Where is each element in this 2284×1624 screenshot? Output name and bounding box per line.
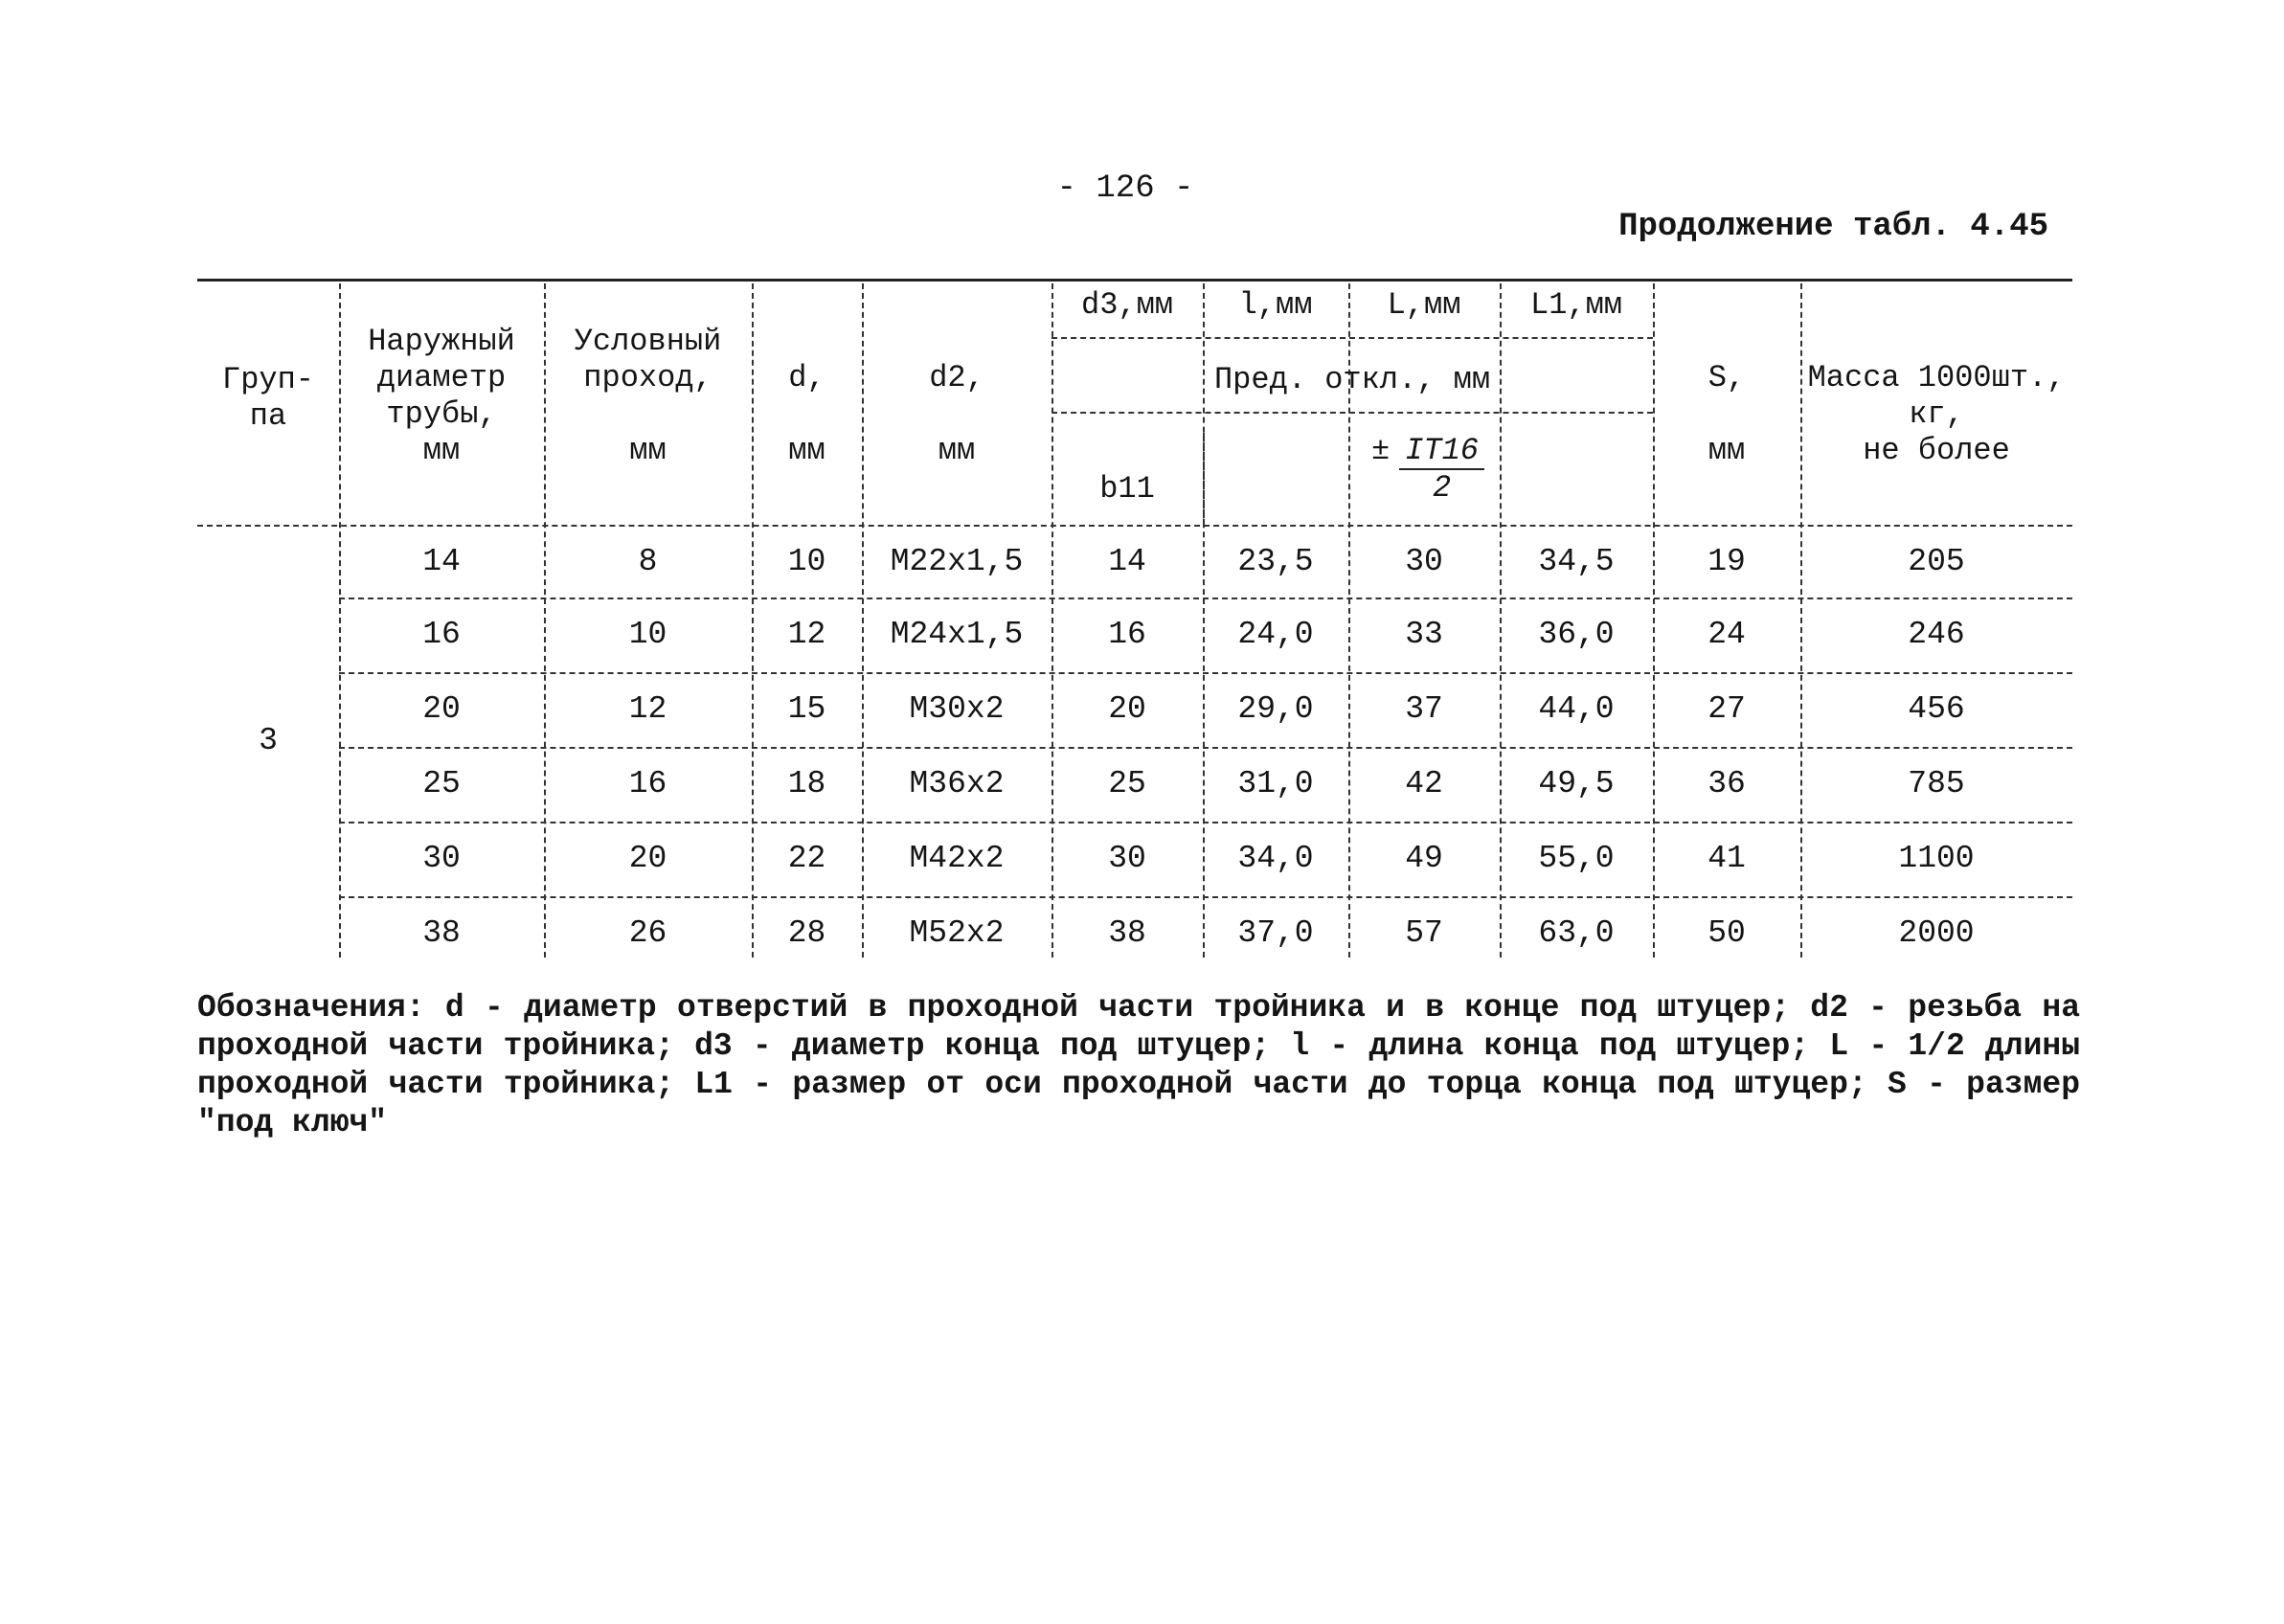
table-cell: 16 [1108,617,1146,652]
table-cell: 8 [638,544,658,579]
top-rule [197,279,2072,282]
table-cell: 49 [1405,841,1443,876]
table-cell: 41 [1707,841,1746,876]
row-divider [339,672,2072,674]
header-it16-tolerance [1203,433,1653,506]
table-cell: 49,5 [1538,766,1615,801]
table-cell: 57 [1405,915,1443,951]
row-divider [339,896,2072,898]
header-L: L,мм [1387,287,1461,323]
table-cell: М30х2 [909,691,1005,727]
tolerance-sign: ± [1370,433,1391,468]
table-cell: 38 [1108,915,1146,951]
group-value: 3 [259,723,278,758]
table-cell: 24,0 [1237,617,1314,652]
header-nominal-bore: Условный проход, мм [574,324,722,468]
header-b11: b11 [1099,471,1155,507]
header-d2: d2, мм [929,360,984,468]
table-cell: 27 [1707,691,1746,727]
table-cell: 38 [422,915,461,951]
table-cell: М36х2 [909,766,1005,801]
table-cell: 205 [1908,544,1965,579]
table-cell: 30 [1405,544,1443,579]
table-cell: 37 [1405,691,1443,727]
table-cell: 36 [1707,766,1746,801]
page-number: - 126 - [1056,170,1194,207]
table-cell: 18 [787,766,826,801]
row-divider [339,598,2072,599]
table-cell: М42х2 [909,841,1005,876]
table-cell: 10 [787,544,826,579]
table-cell: 12 [787,617,826,652]
table-cell: 25 [1108,766,1146,801]
row-divider [339,747,2072,749]
table-cell: 63,0 [1538,915,1615,951]
designations-note: Обозначения: d - диаметр отверстий в проходной части тройника и в конце под штуцер; d2 - резьба на проходной части тройника; d3 - диаметр конца под штуцер; l - длина конца под штуцер; L - 1/2 длины проходной части тройника; L1 - размер от оси проходной части до торца конца под штуцер; S - размер "под ключ" [197,990,2080,1140]
table-cell: 50 [1707,915,1746,951]
fraction-denominator: 2 [1432,470,1452,506]
header-tolerance: Пред. откл., мм [1213,362,1491,397]
table-cell: 26 [628,915,667,951]
header-outer-diameter: Наружный диаметр трубы, мм [368,324,515,468]
header-group: Груп- па [221,362,314,434]
table-cell: 34,0 [1237,841,1314,876]
table-cell: 20 [628,841,667,876]
table-cell: 16 [628,766,667,801]
table-cell: 15 [787,691,826,727]
table-cell: 34,5 [1538,544,1615,579]
table-cell: 30 [1108,841,1146,876]
table-cell: 16 [422,617,461,652]
table-cell: 10 [628,617,667,652]
table-cell: 2000 [1898,915,1975,951]
table-cell: 23,5 [1237,544,1314,579]
table-cell: 42 [1405,766,1443,801]
table-cell: 30 [422,841,461,876]
header-divider [1052,337,1653,339]
table-cell: 24 [1707,617,1746,652]
table-cell: 22 [787,841,826,876]
table-cell: 1100 [1898,841,1975,876]
header-d: d, мм [788,360,825,468]
table-cell: 25 [422,766,461,801]
table-caption: Продолжение табл. 4.45 [1618,209,2048,245]
header-l: l,мм [1238,287,1313,323]
table-cell: 246 [1908,617,1965,652]
table-cell: 29,0 [1237,691,1314,727]
table-cell: М24х1,5 [890,617,1024,652]
table-cell: 14 [1108,544,1146,579]
row-divider [339,822,2072,823]
header-d3: d3,мм [1080,287,1173,323]
header-L1: L1,мм [1529,287,1622,323]
table-cell: 31,0 [1237,766,1314,801]
table-cell: 14 [422,544,461,579]
header-mass: Масса 1000шт., кг, не более [1807,360,2066,468]
table-cell: 44,0 [1538,691,1615,727]
table-cell: 36,0 [1538,617,1615,652]
table-cell: 37,0 [1237,915,1314,951]
header-divider [1052,412,1653,414]
header-bottom-divider [197,525,2072,527]
table-cell: 20 [1108,691,1146,727]
table-cell: 55,0 [1538,841,1615,876]
table-cell: 785 [1908,766,1965,801]
fraction-numerator: IT16 [1399,433,1484,470]
table-cell: 33 [1405,617,1443,652]
table-cell: 28 [787,915,826,951]
header-S: S, мм [1707,360,1746,468]
table-cell: 20 [422,691,461,727]
table-cell: 456 [1908,691,1965,727]
table-cell: М52х2 [909,915,1005,951]
table-cell: 19 [1707,544,1746,579]
table-cell: 12 [628,691,667,727]
table-cell: М22х1,5 [890,544,1024,579]
